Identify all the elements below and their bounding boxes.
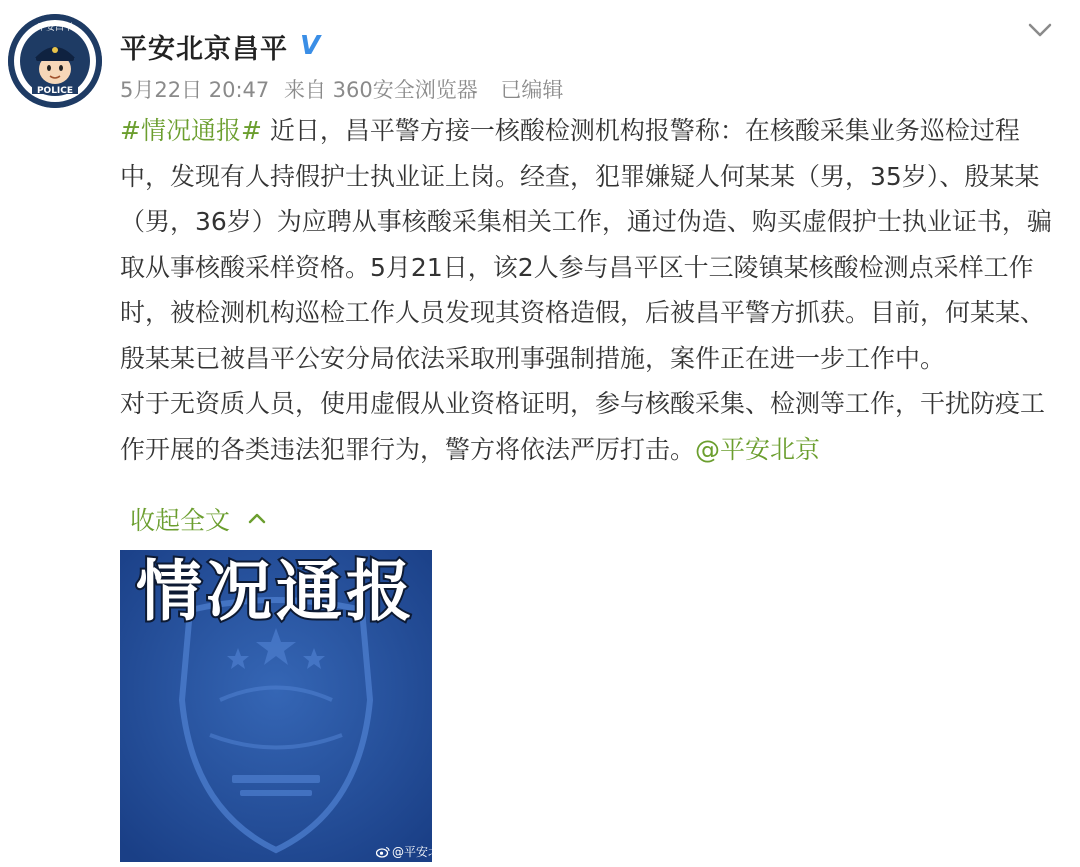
avatar-arc-text: 平安昌平 <box>36 23 74 33</box>
mention-link[interactable]: @平安北京 <box>695 434 821 464</box>
post-meta <box>120 74 563 104</box>
user-name-row <box>120 26 320 66</box>
post-paragraph-1-text: 近日，昌平警方接一核酸检测机构报警称：在核酸采集业务巡检过程中，发现有人持假护士执业证上岗。经查，犯罪嫌疑人何某某（男，35岁）、殷某某（男，36岁）为应聘从事核酸采集相关工作，通过伪造、购买虚假护士执业证书，骗取从事核酸采样资格。5月21日，该2人参与昌平区十三陵镇某核酸检测点采样工作时，被检测机构巡检工作人员发现其资格造假，后被昌平警方抓获。目前，何某某、殷某某已被昌平公安分局依法采取刑事强制措施，案件正在进一步工作中。 <box>120 116 1052 373</box>
post-image[interactable] <box>120 550 432 862</box>
image-watermark <box>376 843 440 860</box>
user-name[interactable]: 平安北京昌平 <box>120 33 288 65</box>
collapse-label: 收起全文 <box>130 506 231 535</box>
image-title <box>120 550 432 630</box>
chevron-down-icon[interactable] <box>1028 18 1052 42</box>
post-paragraph-2-text: 对于无资质人员，使用虚假从业资格证明，参与核酸采集、检测等工作，干扰防疫工作开展的各类违法犯罪行为，警方将依法严厉打击。 <box>120 389 1046 464</box>
post-paragraph-1 <box>120 108 1065 381</box>
collapse-full-text-button[interactable] <box>130 497 266 541</box>
post-date[interactable]: 5月22日 20:47 <box>120 78 270 102</box>
weibo-logo-icon <box>376 846 390 858</box>
post-body <box>120 108 1065 472</box>
watermark-text: @平安北 <box>392 845 441 859</box>
police-avatar-image <box>8 14 102 108</box>
hashtag-link[interactable]: #情况通报# <box>120 116 262 145</box>
image-title-text: 情况通报 <box>136 552 416 630</box>
avatar-badge-text: POLICE <box>36 86 74 96</box>
edited-badge[interactable]: 已编辑 <box>500 78 564 102</box>
verified-icon: V <box>300 31 321 61</box>
post-source: 来自 360安全浏览器 <box>283 78 478 102</box>
chevron-up-icon <box>248 510 266 528</box>
avatar[interactable] <box>8 14 102 108</box>
post-paragraph-2 <box>120 381 1065 472</box>
